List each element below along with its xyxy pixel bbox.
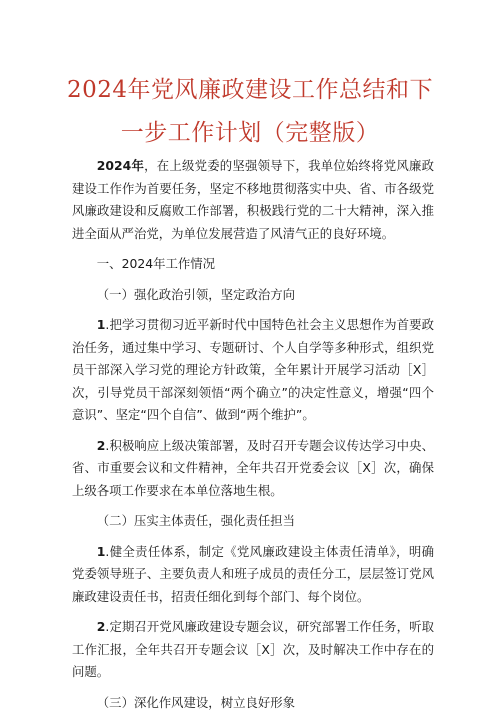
subsection-heading-1: （一）强化政治引领，坚定政治方向 (96, 286, 296, 302)
item-text: .定期召开党风廉政建设专题会议，研究部署工作任务，听取工作汇报，全年共召开专题会议［X］次，及时解决工作中存在的问题。 (72, 619, 434, 679)
item-number: 1 (96, 317, 106, 332)
item-number: 2 (96, 619, 106, 634)
list-item (72, 616, 434, 684)
item-number: 1 (96, 543, 106, 559)
item-number: 2 (96, 437, 106, 453)
list-item (72, 435, 434, 503)
subsection-heading-2: （二）压实主体责任，强化责任担当 (96, 513, 296, 528)
item-text: .积极响应上级决策部署，及时召开专题会议传达学习中央、省、市重要会议和文件精神，全年共召开党委会议［X］次，确保上级各项工作要求在本单位落地生根。 (72, 437, 434, 498)
list-item (72, 314, 434, 427)
document-body (72, 155, 434, 722)
item-text: .把学习贯彻习近平新时代中国特色社会主义思想作为首要政治任务，通过集中学习、专题研讨、个人自学等多种形式，组织党员干部深入学习党的理论方针政策，全年累计开展学习活动［X］次，引导党员干部深刻领悟“两个确立”的决定性意义，增强“四个意识”、坚定“四个自信”、做到“两个维护”。 (72, 317, 434, 422)
item-text: .健全责任体系，制定《党风廉政建设主体责任清单》，明确党委领导班子、主要负责人和班子成员的责任分工，层层签订党风廉政建设责任书，招责任细化到每个部门、每个岗位。 (72, 543, 434, 604)
intro-paragraph (72, 155, 434, 245)
subsection-heading-3: （三）深化作风建设，树立良好形象 (96, 694, 296, 710)
list-item (72, 541, 434, 609)
section-heading-1: 一、2024年工作情况 (96, 256, 216, 271)
document-title-line-1: 2024年党风廉政建设工作总结和下 (66, 77, 434, 103)
intro-year: 2024年 (96, 158, 145, 173)
intro-text: ，在上级党委的坚强领导下，我单位始终将党风廉政建设工作作为首要任务，坚定不移地贯彻落实中央、省、市各级党风廉政建设和反腐败工作部署，积极践行党的二十大精神，深入推进全面从严治党，为单位发展营造了风清气正的良好环境。 (72, 158, 434, 241)
document-title-line-2: 一步工作计划（完整版） (120, 120, 380, 146)
